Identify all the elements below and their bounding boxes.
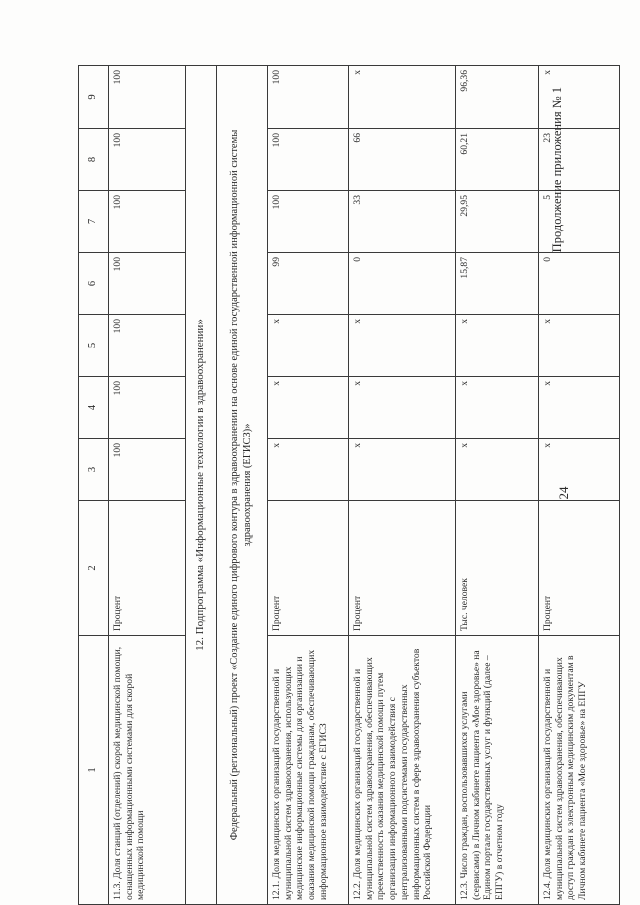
column-number: 2 — [79, 501, 109, 636]
value-cell: 96,36 — [456, 66, 539, 129]
value-cell: 0 — [539, 253, 620, 315]
column-number: 9 — [79, 66, 109, 129]
indicator-cell: 12.4. Доля медицинских организаций государственной и муниципальной систем здравоохранения, обеспечивающих доступ граждан к электронным медицинским документам в Личном кабинете пациента «Мое здоровье» на ЕПГУ — [539, 636, 620, 905]
value-cell: x — [539, 377, 620, 439]
subprogram-title: 12. Подпрограмма «Информационные технологии в здравоохранении» — [186, 66, 217, 905]
value-cell: x — [456, 377, 539, 439]
value-cell: 100 — [268, 191, 349, 253]
indicator-cell: 12.3. Число граждан, воспользовавшихся услугами (сервисами) в Личном кабинете пациента «Мое здоровье» на Едином портале государственных услуг и функций (далее – ЕПГУ) в отчетном году — [456, 636, 539, 905]
table-row — [349, 66, 456, 905]
column-number: 3 — [79, 439, 109, 501]
value-cell: 100 — [109, 66, 186, 129]
value-cell: x — [349, 315, 456, 377]
value-cell: x — [349, 377, 456, 439]
value-cell: 100 — [109, 191, 186, 253]
value-cell: 0 — [349, 253, 456, 315]
value-cell: x — [539, 439, 620, 501]
project-row — [217, 66, 268, 905]
appendix-heading: Продолжение приложения № 1 — [550, 87, 564, 253]
value-cell: x — [268, 439, 349, 501]
value-cell: 15,87 — [456, 253, 539, 315]
value-cell: 100 — [109, 129, 186, 191]
unit-cell: Процент — [268, 501, 349, 636]
subprogram-row — [186, 66, 217, 905]
value-cell: 33 — [349, 191, 456, 253]
value-cell: x — [349, 439, 456, 501]
value-cell: 100 — [268, 129, 349, 191]
indicator-cell: 12.1. Доля медицинских организаций государственной и муниципальной систем здравоохранения, использующих медицинские информационные системы для организации и оказания медицинской помощи гражданам, обеспечивающих информационное взаимодействие с ЕГИСЗ — [268, 636, 349, 905]
rotated-sheet — [78, 65, 589, 905]
value-cell: 29,95 — [456, 191, 539, 253]
value-cell: 100 — [109, 315, 186, 377]
column-number: 6 — [79, 253, 109, 315]
page-number: 24 — [556, 486, 571, 500]
value-cell: x — [539, 66, 620, 129]
value-cell: 100 — [268, 66, 349, 129]
value-cell: 60,21 — [456, 129, 539, 191]
indicator-cell: 12.2. Доля медицинских организаций государственной и муниципальной систем здравоохранения, обеспечивающих преемственность оказания медицинской помощи путем организации информационного взаимодействия с централизованными подсистемами государственных информационных систем в сфере здравоохранения субъектов Российской Федерации — [349, 636, 456, 905]
value-cell: 23 — [539, 129, 620, 191]
unit-cell: Процент — [539, 501, 620, 636]
value-cell: x — [349, 66, 456, 129]
indicator-cell: 11.3. Доля станций (отделений) скорой медицинской помощи, оснащенных информационными системами для скорой медицинской помощи — [109, 636, 186, 905]
value-cell: 100 — [109, 377, 186, 439]
column-number: 5 — [79, 315, 109, 377]
value-cell: x — [456, 439, 539, 501]
table-row — [268, 66, 349, 905]
value-cell: 100 — [109, 253, 186, 315]
value-cell: 5 — [539, 191, 620, 253]
value-cell: 100 — [109, 439, 186, 501]
indicators-table — [78, 65, 620, 905]
value-cell: x — [268, 377, 349, 439]
column-number: 4 — [79, 377, 109, 439]
table-row — [456, 66, 539, 905]
column-number-row — [79, 66, 109, 905]
value-cell: 66 — [349, 129, 456, 191]
unit-cell: Тыс. человек — [456, 501, 539, 636]
unit-cell: Процент — [349, 501, 456, 636]
column-number: 1 — [79, 636, 109, 905]
project-title: Федеральный (региональный) проект «Создание единого цифрового контура в здравоохранении на основе единой государственной информационной системы здравоохранения (ЕГИСЗ)» — [217, 66, 268, 905]
value-cell: x — [456, 315, 539, 377]
table-row — [109, 66, 186, 905]
column-number: 7 — [79, 191, 109, 253]
column-number: 8 — [79, 129, 109, 191]
value-cell: 99 — [268, 253, 349, 315]
unit-cell: Процент — [109, 501, 186, 636]
value-cell: x — [539, 315, 620, 377]
value-cell: x — [268, 315, 349, 377]
